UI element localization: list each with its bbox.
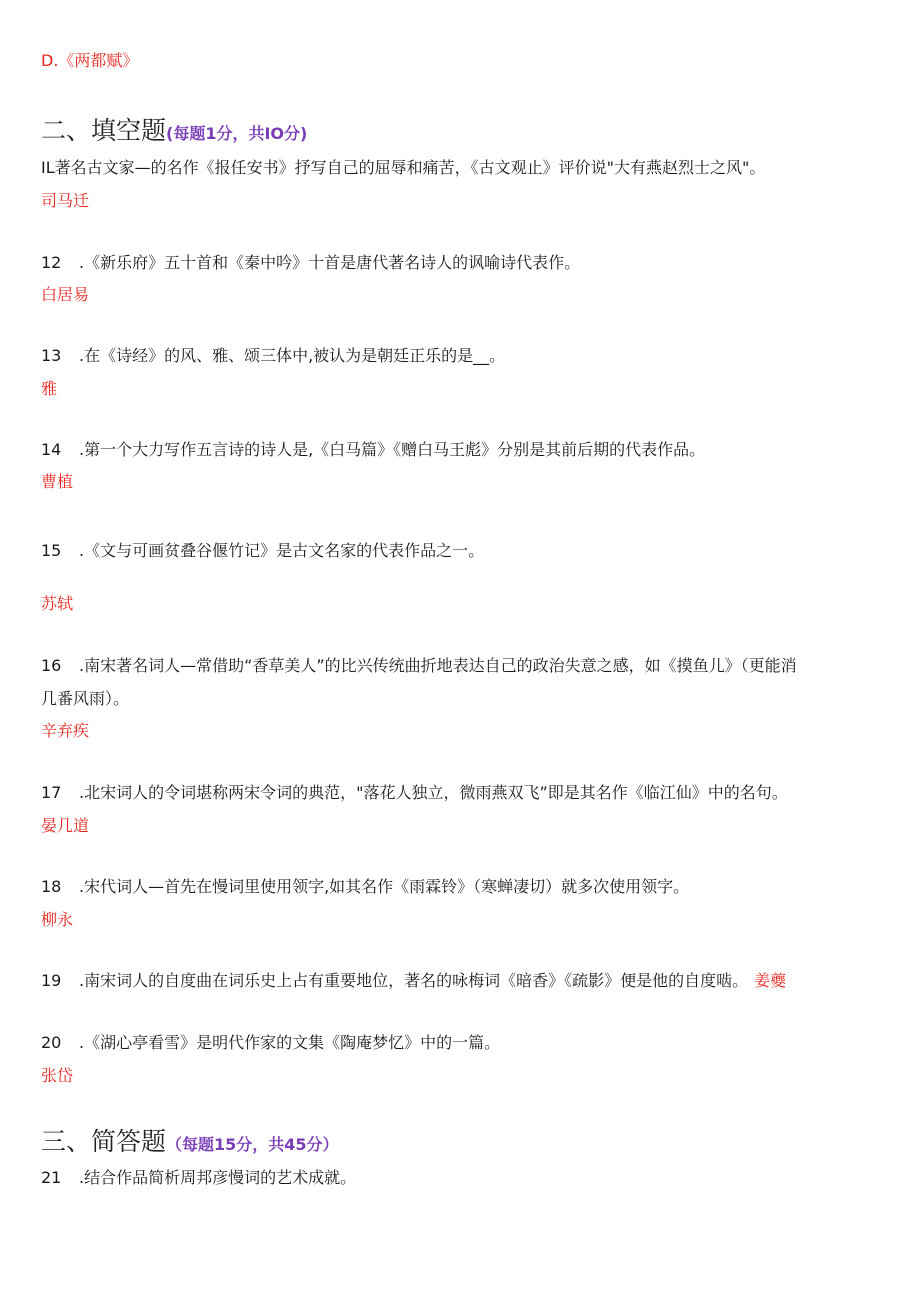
answer-16: 辛弃疾 (41, 721, 90, 740)
question-20 (41, 1033, 500, 1053)
question-12 (41, 253, 580, 273)
section-3-score: （每题15分，共45分） (166, 1135, 339, 1154)
question-14 (41, 440, 705, 460)
question-text: .南宋著名词人—常借助“香草美人”的比兴传统曲折地表达自己的政治失意之感，如《摸鱼儿》（更能消 (79, 656, 797, 675)
answer-20: 张岱 (41, 1066, 74, 1085)
section-3-title: 三、简答题 (41, 1127, 167, 1156)
question-number: 16 (41, 656, 62, 675)
section-2-score: (每题1分，共IO分) (166, 124, 308, 143)
answer-15: 苏轼 (41, 594, 74, 613)
answer-12: 白居易 (41, 285, 90, 304)
question-number: 17 (41, 783, 62, 802)
answer-13: 雅 (41, 379, 58, 398)
question-text: .北宋词人的令词堪称两宋令词的典范，"落花人独立，微雨燕双飞”即是其名作《临江仙》中的名句。 (79, 783, 788, 802)
section-3-heading (41, 1127, 339, 1157)
question-number: 21 (41, 1168, 62, 1187)
question-21 (41, 1168, 356, 1188)
answer-14: 曹植 (41, 472, 74, 491)
question-text: IL著名古文家—的名作《报任安书》抒写自己的屈辱和痛苦，《古文观止》评价说"大有燕赵烈士之风"。 (41, 158, 766, 177)
question-text: .第一个大力写作五言诗的诗人是,《白马篇》《赠白马王彪》分别是其前后期的代表作品。 (79, 440, 706, 459)
question-number: 14 (41, 440, 62, 459)
question-number: 19 (41, 971, 62, 990)
section-2-title: 二、填空题 (41, 116, 167, 145)
question-16 (41, 656, 797, 676)
question-text: .《文与可画贫叠谷偃竹记》是古文名家的代表作品之一。 (79, 541, 485, 560)
question-text: .《湖心亭看雪》是明代作家的文集《陶庵梦忆》中的一篇。 (79, 1033, 501, 1052)
question-text: .南宋词人的自度曲在词乐史上占有重要地位，著名的咏梅词《暗香》《疏影》便是他的自度啮。 (79, 971, 749, 990)
question-11 (41, 158, 765, 178)
question-text: .在《诗经》的风、雅、颂三体中,被认为是朝廷正乐的是__。 (79, 346, 506, 365)
answer-11: 司马迁 (41, 191, 90, 210)
question-19 (41, 971, 786, 991)
question-number: 20 (41, 1033, 62, 1052)
question-number: 13 (41, 346, 62, 365)
question-number: 15 (41, 541, 62, 560)
answer-17: 晏几道 (41, 816, 90, 835)
question-number: 18 (41, 877, 62, 896)
question-18 (41, 877, 689, 897)
question-text: .《新乐府》五十首和《秦中吟》十首是唐代著名诗人的讽喻诗代表作。 (79, 253, 581, 272)
question-17 (41, 783, 788, 803)
section-2-heading (41, 116, 307, 146)
question-number: 12 (41, 253, 62, 272)
question-text: .宋代词人—首先在慢词里使用领字,如其名作《雨霖铃》（寒蝉凄切）就多次使用领字。 (79, 877, 690, 896)
answer-19: 姜夔 (754, 971, 787, 990)
option-d-answer: D.《两都赋》 (41, 51, 139, 70)
question-16-continued: 几番风雨）。 (41, 689, 130, 708)
answer-18: 柳永 (41, 910, 74, 929)
question-13 (41, 346, 505, 366)
question-15 (41, 541, 484, 561)
question-text: .结合作品简析周邦彦慢词的艺术成就。 (79, 1168, 357, 1187)
